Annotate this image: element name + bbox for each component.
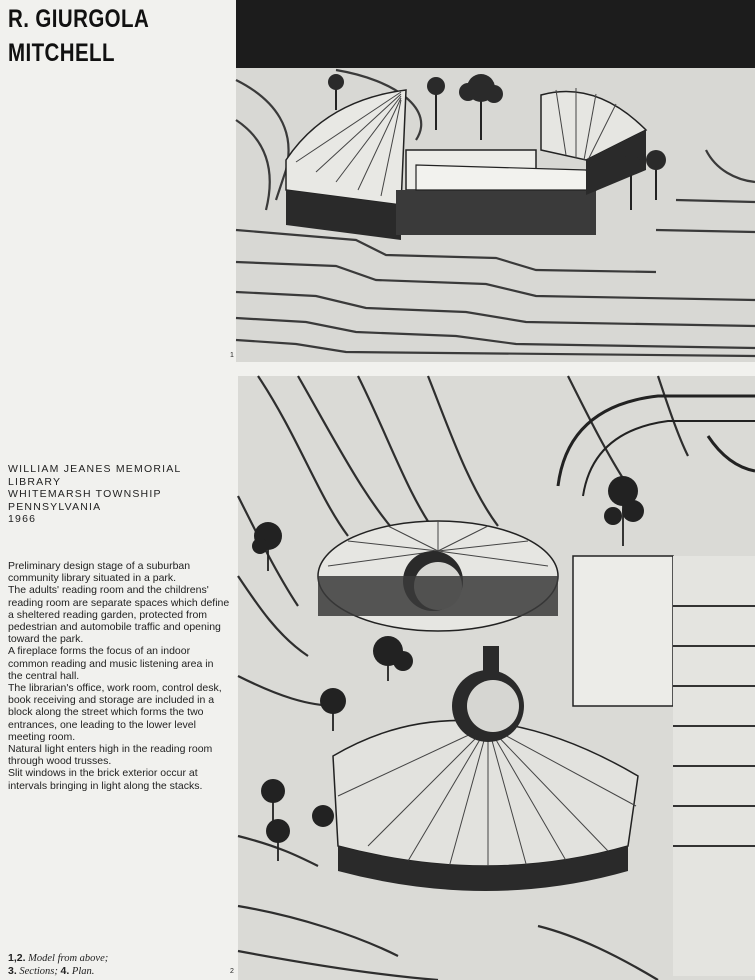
caption-text: Sections; [19,966,58,977]
description-paragraph: A fireplace forms the focus of an indoor common reading and music listening area in the central hall. [8,645,214,682]
caption-figure-numbers: 1,2. [8,952,26,964]
caption-line1 [8,952,108,965]
figure-number: 2 [230,968,234,975]
project-title [8,463,181,526]
architect-name-line1: R. GIURGOLA [8,5,150,33]
project-location-line2: PENNSYLVANIA [8,500,102,513]
caption-text: Plan. [71,966,95,977]
project-year: 1966 [8,513,37,525]
project-description [8,560,230,792]
description-paragraph: The librarian's office, work room, control desk, book receiving and storage are included in a block along the street which forms the two entrances, one leading to the lower level meeting room. [8,682,222,743]
architect-name-line2: MITCHELL [8,39,115,67]
figure-number: 1 [230,352,234,359]
project-location-line1: WHITEMARSH TOWNSHIP [8,488,162,500]
caption-figure-numbers: 3. [8,965,17,977]
caption-text: Model from above; [28,953,109,964]
project-title-line2: LIBRARY [8,475,62,488]
caption-line2 [8,965,108,978]
description-paragraph: Natural light enters high in the reading room through wood trusses. [8,743,213,768]
model-photo-overhead [230,376,755,980]
model-photo-oblique [230,0,755,362]
figure-caption [8,952,108,978]
description-paragraph: The adults' reading room and the childrens' reading room are separate spaces which define a sheltered reading garden, protected from pedestrian and automobile traffic and opening toward the park. [8,584,230,646]
description-paragraph: Slit windows in the brick exterior occur at intervals bringing in light along the stacks. [8,767,203,792]
caption-figure-numbers: 4. [60,965,70,977]
architect-heading [8,2,149,70]
project-title-line1: WILLIAM JEANES MEMORIAL [8,463,182,475]
description-paragraph: Preliminary design stage of a suburban community library situated in a park. [8,560,191,585]
